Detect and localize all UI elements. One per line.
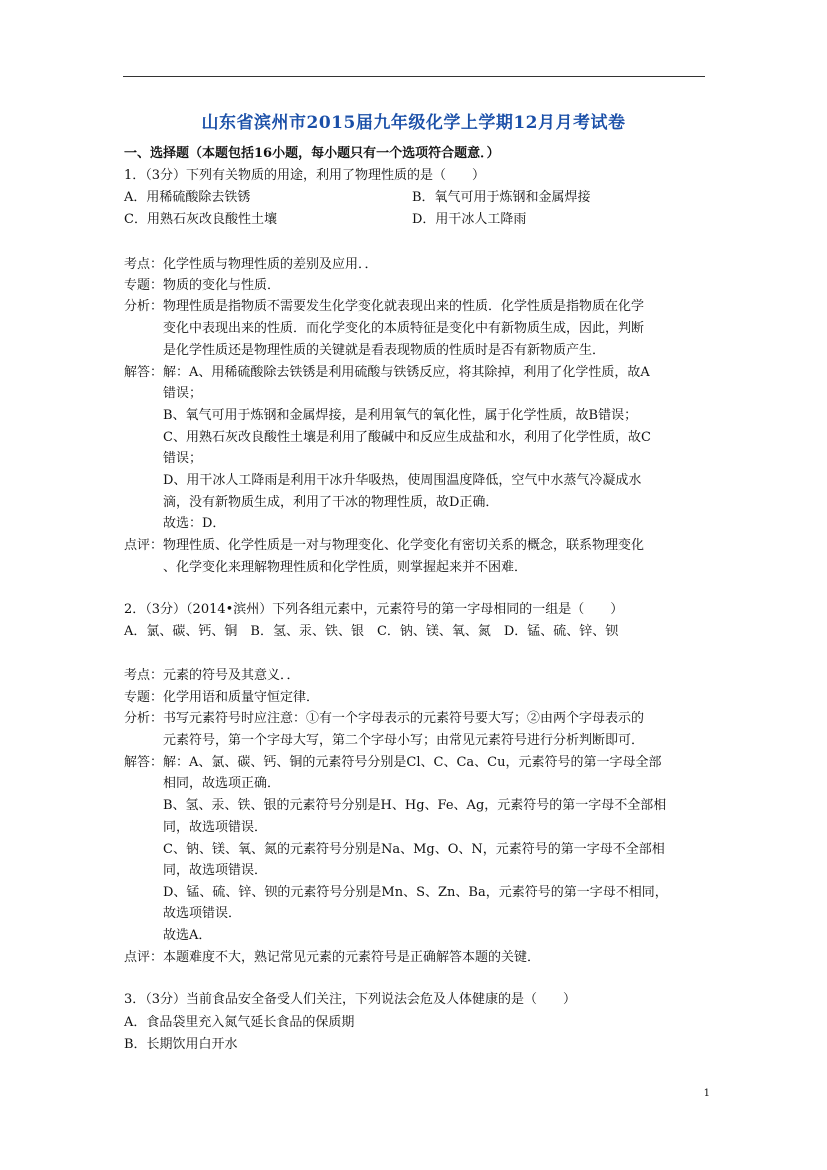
q1-kaodian: 化学性质与物理性质的差别及应用．． [163, 257, 378, 272]
q2-options: A．氯、碳、钙、铜 B．氢、汞、铁、银 C．钠、镁、氧、氮 D．锰、硫、锌、钡 [124, 624, 619, 639]
q1-zhuanti-label: 专题： [124, 278, 164, 293]
q1-fenxi-line: 是化学性质还是物理性质的关键就是看表现物质的性质时是否有新物质产生． [163, 343, 606, 358]
q1-fenxi-line: 变化中表现出来的性质．而化学变化的本质特征是变化中有新物质生成，因此，判断 [163, 321, 645, 336]
q1-jieda-line: C、用熟石灰改良酸性土壤是利用了酸碱中和反应生成盐和水，利用了化学性质，故C [163, 430, 651, 445]
q1-jieda-label: 解答： [124, 365, 164, 380]
q1-zhuanti: 物质的变化与性质． [163, 278, 281, 293]
document-title: 山东省滨州市2015届九年级化学上学期12月月考试卷 [201, 113, 626, 133]
q2-fenxi-line: 书写元素符号时应注意：①有一个字母表示的元素符号要大写；②由两个字母表示的 [163, 711, 645, 726]
q1-dianping-line: 、化学变化来理解物理性质和化学性质，则掌握起来并不困难． [163, 560, 528, 575]
q2-kaodian-label: 考点： [124, 668, 164, 683]
q2-fenxi-label: 分析： [124, 711, 164, 726]
page-number: 1 [703, 1088, 710, 1099]
q1-jieda-line: D、用干冰人工降雨是利用干冰升华吸热，使周围温度降低，空气中水蒸气冷凝成水 [163, 473, 642, 488]
q2-zhuanti-label: 专题： [124, 690, 164, 705]
q2-stem: 2．（3分）（2014•滨州）下列各组元素中，元素符号的第一字母相同的一组是（ ） [124, 602, 624, 617]
q1-fenxi-line: 物理性质是指物质不需要发生化学变化就表现出来的性质．化学性质是指物质在化学 [163, 299, 645, 314]
q1-dianping-line: 物理性质、化学性质是一对与物理变化、化学变化有密切关系的概念，联系物理变化 [163, 538, 645, 553]
q2-jieda-line: 相同，故选项正确． [163, 776, 281, 791]
section-heading: 一、选择题（本题包括16小题，每小题只有一个选项符合题意．） [124, 146, 500, 161]
header-rule [123, 76, 705, 77]
q1-jieda-line: 滴，没有新物质生成，利用了干冰的物理性质，故D正确． [163, 495, 499, 510]
q1-kaodian-label: 考点： [124, 257, 164, 272]
q1-dianping-label: 点评： [124, 538, 164, 553]
q1-jieda-line: 解：A、用稀硫酸除去铁锈是利用硫酸与铁锈反应，将其除掉，利用了化学性质，故A [163, 365, 650, 380]
q1-jieda-line: 故选：D． [163, 516, 226, 531]
q2-dianping-line: 本题难度不大，熟记常见元素的元素符号是正确解答本题的关键． [163, 950, 541, 965]
q1-option-c: C．用熟石灰改良酸性土壤 [124, 212, 277, 227]
q1-option-b: B．氧气可用于炼钢和金属焊接 [412, 190, 591, 205]
q2-jieda-line: D、锰、硫、锌、钡的元素符号分别是Mn、S、Zn、Ba，元素符号的第一字母不相同， [163, 885, 668, 900]
q1-stem: 1．（3分）下列有关物质的用途，利用了物理性质的是（ ） [124, 168, 486, 183]
q1-option-a: A．用稀硫酸除去铁锈 [124, 190, 251, 205]
q2-kaodian: 元素的符号及其意义．． [163, 668, 300, 683]
q1-jieda-line: 错误； [163, 386, 203, 401]
q1-fenxi-label: 分析： [124, 299, 164, 314]
q2-jieda-label: 解答： [124, 755, 164, 770]
q2-jieda-line: 同，故选项错误． [163, 863, 268, 878]
q2-jieda-line: 同，故选项错误． [163, 820, 268, 835]
q2-jieda-line: 故选A． [163, 928, 212, 943]
q3-option-b: B．长期饮用白开水 [124, 1037, 238, 1052]
q2-jieda-line: 解：A、氯、碳、钙、铜的元素符号分别是Cl、C、Ca、Cu，元素符号的第一字母全部 [163, 755, 662, 770]
q2-zhuanti: 化学用语和质量守恒定律． [163, 690, 320, 705]
q3-option-a: A．食品袋里充入氮气延长食品的保质期 [124, 1015, 355, 1030]
q2-jieda-line: B、氢、汞、铁、银的元素符号分别是H、Hg、Fe、Ag，元素符号的第一字母不全部相 [163, 798, 667, 813]
q1-option-d: D．用干冰人工降雨 [412, 212, 527, 227]
q3-stem: 3．（3分）当前食品安全备受人们关注，下列说法会危及人体健康的是（ ） [124, 992, 577, 1007]
q2-fenxi-line: 元素符号，第一个字母大写，第二个字母小写；由常见元素符号进行分析判断即可． [163, 733, 645, 748]
q1-jieda-line: 错误； [163, 451, 203, 466]
q2-jieda-line: 故选项错误． [163, 906, 242, 921]
q2-jieda-line: C、钠、镁、氧、氮的元素符号分别是Na、Mg、O、N，元素符号的第一字母不全部相 [163, 842, 665, 857]
q2-dianping-label: 点评： [124, 950, 164, 965]
q1-jieda-line: B、氧气可用于炼钢和金属焊接，是利用氧气的氧化性，属于化学性质，故B错误； [163, 408, 638, 423]
